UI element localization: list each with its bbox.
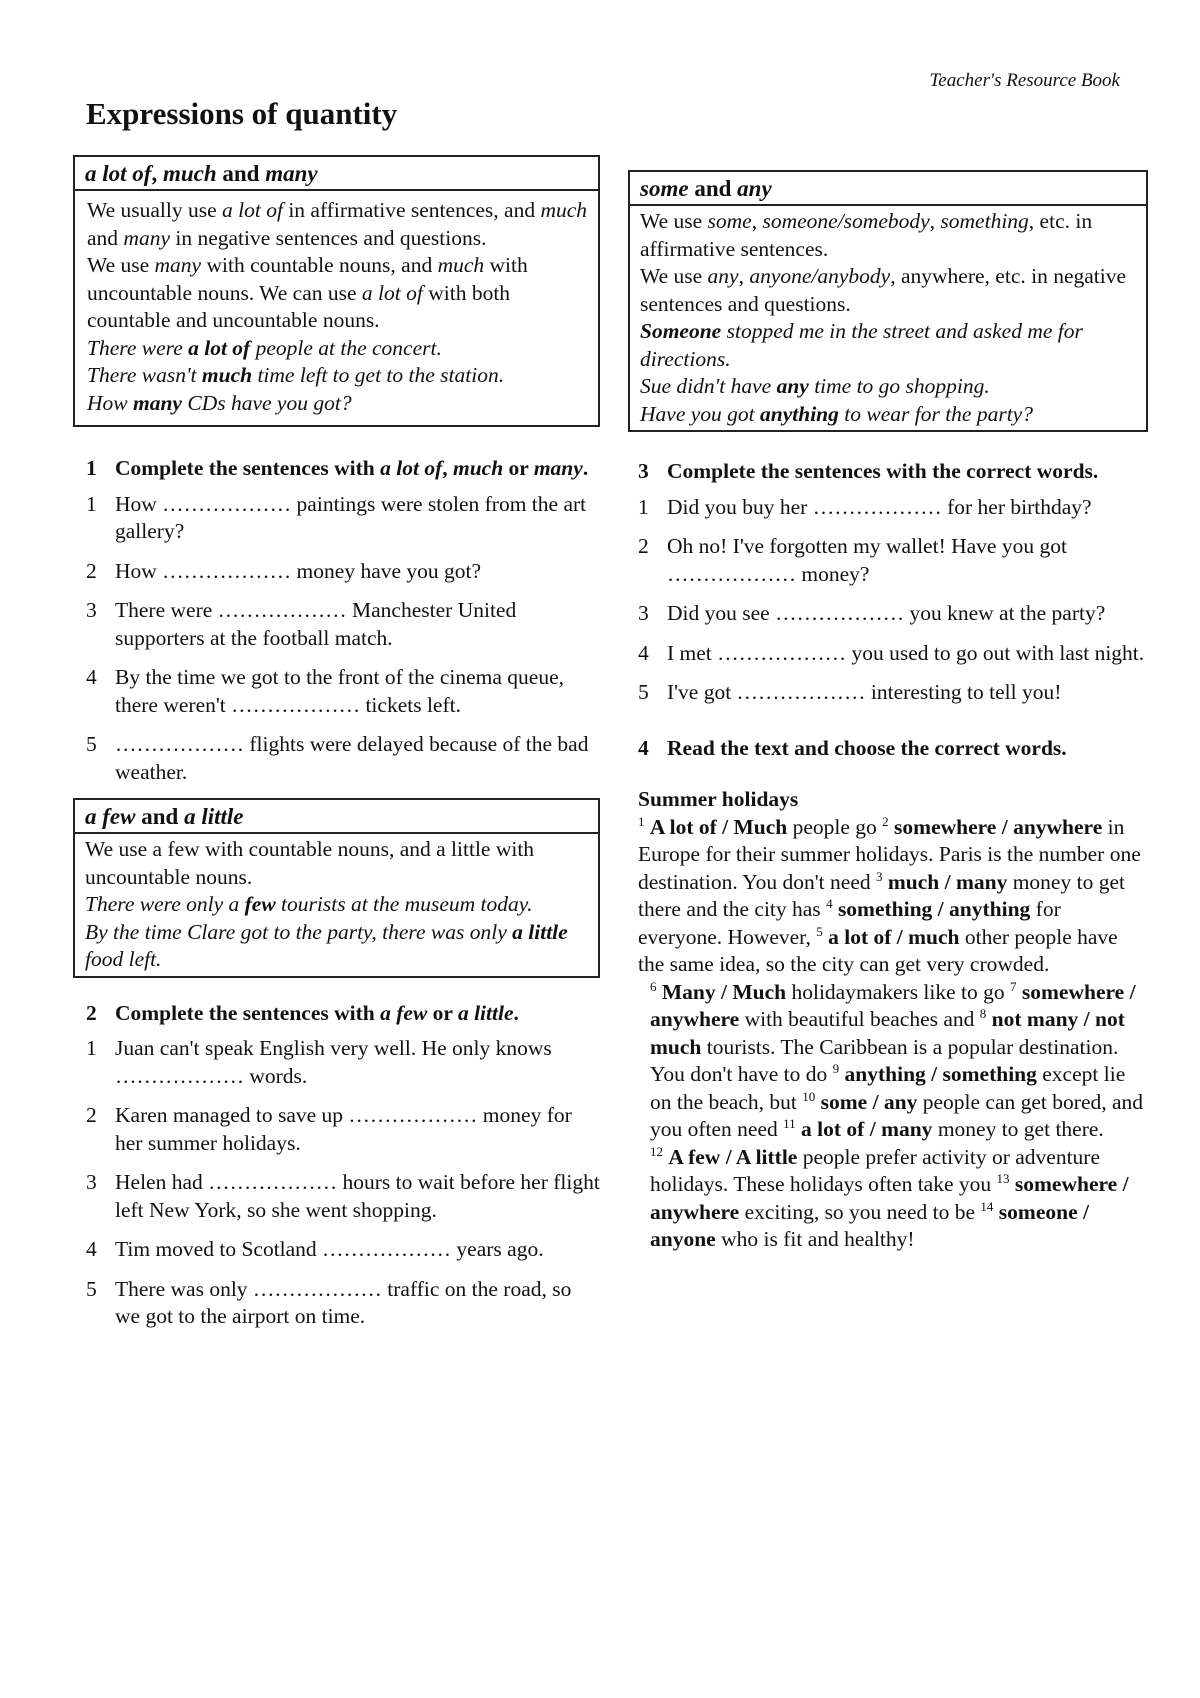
text-span: 1 (638, 494, 649, 519)
text-span: many (265, 161, 318, 186)
example-sentence (85, 891, 588, 919)
example-sentence (640, 318, 1136, 373)
text-span: in negative sentences and questions. (170, 225, 487, 250)
text-span: tourists at the museum today. (275, 892, 533, 916)
text-span: 5 (86, 732, 97, 756)
text-span: anything (760, 401, 839, 426)
text-span: Tim moved to Scotland ……………… years ago. (115, 1237, 544, 1261)
text-span: 4 (638, 640, 649, 665)
text-span: much (452, 456, 504, 480)
grammar-box-some-any (628, 170, 1148, 432)
text-span: with uncountable nouns. We can use (87, 253, 528, 305)
text-span: How ……………… money have you got? (115, 558, 482, 583)
text-span: There wasn't (87, 363, 202, 387)
text-span: and (87, 225, 124, 250)
text-span: much / many (887, 869, 1008, 894)
text-span: holidaymakers like to go (786, 979, 1011, 1004)
text-span: to wear for the party? (838, 401, 1033, 426)
text-span: 4 (826, 895, 833, 911)
text-span: any (776, 374, 809, 398)
text-span: CDs have you got? (181, 390, 352, 415)
text-span: time to go shopping. (808, 374, 990, 398)
text-span: , etc. in affirmative sentences. (640, 209, 1093, 261)
grammar-box-heading (630, 172, 1146, 206)
text-span: . (513, 1000, 519, 1025)
text-span: a lot of / many (801, 1117, 933, 1141)
text-span: , (151, 161, 163, 186)
text-span: people at the concert. (250, 335, 442, 360)
text-span: How (87, 390, 133, 415)
exercise-2-heading (73, 1000, 600, 1028)
text-span: 14 (980, 1198, 994, 1214)
text-span: much (437, 253, 485, 277)
text-span: , (442, 456, 453, 480)
grammar-box-body (75, 834, 598, 976)
text-span: Complete the sentences with the correct words. (667, 459, 1099, 483)
list-item (638, 679, 1148, 707)
book-label: Teacher's Resource Book (929, 70, 1120, 91)
text-span: a little (184, 804, 244, 829)
list-item (638, 640, 1148, 668)
text-span: in Europe for their summer holidays. Paris is the number one destination. You don't need (638, 814, 1141, 894)
text-span: a little (512, 919, 568, 944)
rule-text (87, 252, 588, 335)
text-span: There were only a (85, 892, 245, 916)
rule-text (87, 197, 588, 252)
example-sentence (87, 335, 588, 363)
grammar-box-heading (75, 800, 598, 834)
list-item (86, 597, 600, 652)
text-span: with countable nouns, and (201, 253, 438, 277)
text-span: I met ……………… you used to go out with last night. (667, 640, 1145, 665)
text-span: Sue didn't have (640, 374, 777, 398)
text-span: 4 (86, 665, 97, 689)
text-span: with beautiful beaches and (739, 1007, 980, 1031)
text-span: stopped me in the street and asked me for directions. (640, 319, 1083, 371)
text-span: much (540, 198, 588, 222)
text-span: a lot of / much (828, 924, 960, 949)
text-span: 5 (816, 923, 823, 939)
text-span: money to get there and the city has (638, 869, 1125, 921)
text-span: people prefer activity or adventure holidays. These holidays often take you (650, 1144, 1101, 1196)
list-item (638, 600, 1148, 628)
text-span: and (688, 176, 738, 201)
text-span: Did you see ……………… you knew at the party? (667, 601, 1106, 625)
list-item (86, 491, 600, 546)
list-item (86, 1169, 600, 1224)
text-span: 6 (650, 978, 657, 994)
text-span: other people have the same idea, so the city can get very crowded. (638, 924, 1118, 976)
reading-paragraph (638, 814, 1148, 979)
text-span: something / anything (837, 897, 1031, 921)
text-span: some (640, 176, 689, 201)
left-column (73, 155, 600, 1343)
text-span: 11 (783, 1115, 796, 1131)
text-span: a few (85, 804, 136, 829)
grammar-box-a-lot-of (73, 155, 600, 427)
text-span: Complete the sentences with (115, 1000, 381, 1025)
text-span: Complete the sentences with (115, 456, 381, 480)
text-span: a lot of (380, 456, 443, 480)
text-span: 3 (638, 459, 649, 483)
text-span: There was only ……………… traffic on the road, so we got to the airport on time. (115, 1276, 572, 1328)
text-span: 2 (86, 558, 97, 583)
reading-paragraph (638, 979, 1148, 1144)
text-span: or (427, 1000, 458, 1025)
exercise-4-heading (628, 735, 1148, 763)
text-span: By the time Clare got to the party, there was only (85, 919, 513, 944)
text-span: , anywhere, etc. in negative sentences and questions. (640, 264, 1127, 316)
text-span: time left to get to the station. (252, 363, 505, 387)
text-span: much (201, 363, 253, 387)
text-span: any (707, 264, 739, 288)
text-span: not many / not much (650, 1007, 1125, 1059)
text-span: 13 (996, 1170, 1010, 1186)
text-span: many (154, 253, 202, 277)
text-span: Many / Much (661, 979, 787, 1004)
text-span: money to get there. (932, 1117, 1104, 1141)
list-item (638, 533, 1148, 588)
text-span: and (135, 804, 185, 829)
grammar-box-heading (75, 157, 598, 191)
exercise-2-list (73, 1035, 600, 1331)
list-item (86, 1276, 600, 1331)
text-span: a few (380, 1000, 428, 1025)
text-span: someone / anyone (650, 1199, 1089, 1251)
text-span: 1 (86, 456, 97, 480)
text-span: anyone/anybody (749, 264, 891, 288)
text-span: . (582, 456, 589, 480)
text-span: By the time we got to the front of the cinema queue, there weren't ……………… tickets left. (115, 665, 564, 717)
text-span: somewhere / anywhere (894, 814, 1103, 839)
list-item (86, 664, 600, 719)
text-span: anything / something (844, 1062, 1037, 1086)
text-span: Oh no! I've forgotten my wallet! Have you got ……………… money? (667, 534, 1067, 586)
text-span: except lie on the beach, but (650, 1062, 1126, 1114)
text-span: a lot of (188, 335, 251, 360)
text-span: A few / A little (668, 1144, 798, 1169)
exercise-1-heading (73, 455, 600, 483)
exercise-3-list (628, 494, 1148, 707)
rule-text: We use a few with countable nouns, and a little with uncountable nouns. (85, 837, 535, 889)
example-sentence (640, 401, 1136, 429)
text-span: for everyone. However, (638, 897, 1061, 949)
text-span: some (707, 209, 752, 233)
example-sentence (87, 362, 588, 390)
text-span: and (216, 161, 266, 186)
text-span: a lot of (222, 198, 283, 222)
page-title: Expressions of quantity (86, 96, 398, 131)
text-span: 8 (979, 1005, 987, 1021)
text-span: ……………… flights were delayed because of the bad weather. (115, 732, 589, 784)
text-span: few (244, 892, 276, 916)
text-span: any (737, 176, 772, 201)
text-span: , (929, 209, 941, 233)
text-span: 9 (832, 1060, 840, 1076)
text-span: a lot of (361, 280, 423, 305)
text-span: , (751, 209, 763, 233)
text-span: 1 (86, 1036, 97, 1060)
text-span: somewhere / anywhere (650, 1172, 1129, 1224)
right-column (628, 170, 1148, 1254)
text-span: 5 (638, 680, 649, 704)
text-span: 3 (638, 601, 649, 625)
text-span: Someone (640, 319, 722, 343)
text-span: tourists. The Caribbean is a popular destination. You don't have to do (650, 1034, 1119, 1086)
text-span: people go (787, 814, 883, 839)
grammar-box-body (75, 191, 598, 425)
text-span: with both countable and uncountable nouns. (87, 280, 511, 332)
exercise-1-list (73, 491, 600, 787)
reading-text (628, 786, 1148, 1254)
list-item (86, 558, 600, 586)
text-span: 3 (875, 868, 883, 884)
text-span: in affirmative sentences, and (282, 198, 541, 222)
text-span: 5 (86, 1276, 97, 1301)
text-span: We use (87, 253, 155, 277)
text-span: much (162, 161, 217, 186)
reading-paragraph (638, 1144, 1148, 1254)
list-item (86, 1236, 600, 1264)
text-span: a lot of (85, 161, 152, 186)
text-span: How ……………… paintings were stolen from the art gallery? (115, 491, 587, 543)
text-span: 3 (86, 1170, 97, 1194)
text-span: We use (640, 209, 708, 233)
text-span: a little (457, 1000, 514, 1025)
text-span: 12 (650, 1143, 663, 1159)
list-item (86, 1035, 600, 1090)
text-span: people can get bored, and you often need (650, 1089, 1144, 1141)
text-span: We usually use (87, 198, 223, 222)
text-span: many (123, 225, 170, 250)
example-sentence (640, 373, 1136, 401)
text-span: 2 (638, 534, 649, 558)
example-sentence (87, 390, 588, 418)
text-span: Did you buy her ……………… for her birthday? (667, 494, 1092, 519)
text-span: 7 (1010, 978, 1017, 994)
list-item (86, 731, 600, 786)
text-span: someone/somebody (762, 209, 930, 233)
text-span: 1 (86, 491, 97, 516)
grammar-box-a-few (73, 798, 600, 978)
text-span: Karen managed to save up ……………… money for her summer holidays. (115, 1103, 572, 1155)
rule-text (640, 208, 1136, 263)
text-span: I've got ……………… interesting to tell you! (667, 680, 1062, 704)
text-span: There were (87, 335, 189, 360)
text-span: 2 (86, 1000, 97, 1025)
list-item (86, 1102, 600, 1157)
text-span: Have you got (640, 401, 761, 426)
text-span: 2 (882, 813, 889, 829)
text-span: 4 (86, 1237, 97, 1261)
text-span: There were ……………… Manchester United supporters at the football match. (115, 598, 517, 650)
text-span: or (503, 456, 534, 480)
text-span: 4 (638, 735, 649, 760)
exercise-3-heading (628, 458, 1148, 486)
text-span: who is fit and healthy! (715, 1227, 915, 1251)
grammar-box-body (630, 206, 1146, 430)
text-span: somewhere / anywhere (650, 979, 1136, 1031)
text-span: 10 (802, 1088, 816, 1104)
text-span: many (133, 390, 182, 415)
text-span: many (533, 456, 583, 480)
rule-text (640, 263, 1136, 318)
text-span: We use (640, 264, 708, 288)
text-span: Read the text and choose the correct words. (667, 735, 1067, 760)
text-span: A lot of / Much (649, 814, 788, 839)
reading-title: Summer holidays (638, 787, 799, 811)
text-span: food left. (85, 947, 162, 971)
text-span: 3 (86, 598, 97, 622)
text-span: something (940, 209, 1029, 233)
text-span: 1 (638, 813, 645, 829)
example-sentence (85, 919, 588, 974)
text-span: Helen had ……………… hours to wait before her flight left New York, so she went shopping. (115, 1170, 600, 1222)
text-span: Juan can't speak English very well. He only knows ……………… words. (115, 1036, 552, 1088)
list-item (638, 494, 1148, 522)
text-span: 2 (86, 1103, 97, 1127)
text-span: some / any (820, 1089, 918, 1114)
text-span: exciting, so you need to be (739, 1199, 981, 1224)
text-span: , (738, 264, 750, 288)
